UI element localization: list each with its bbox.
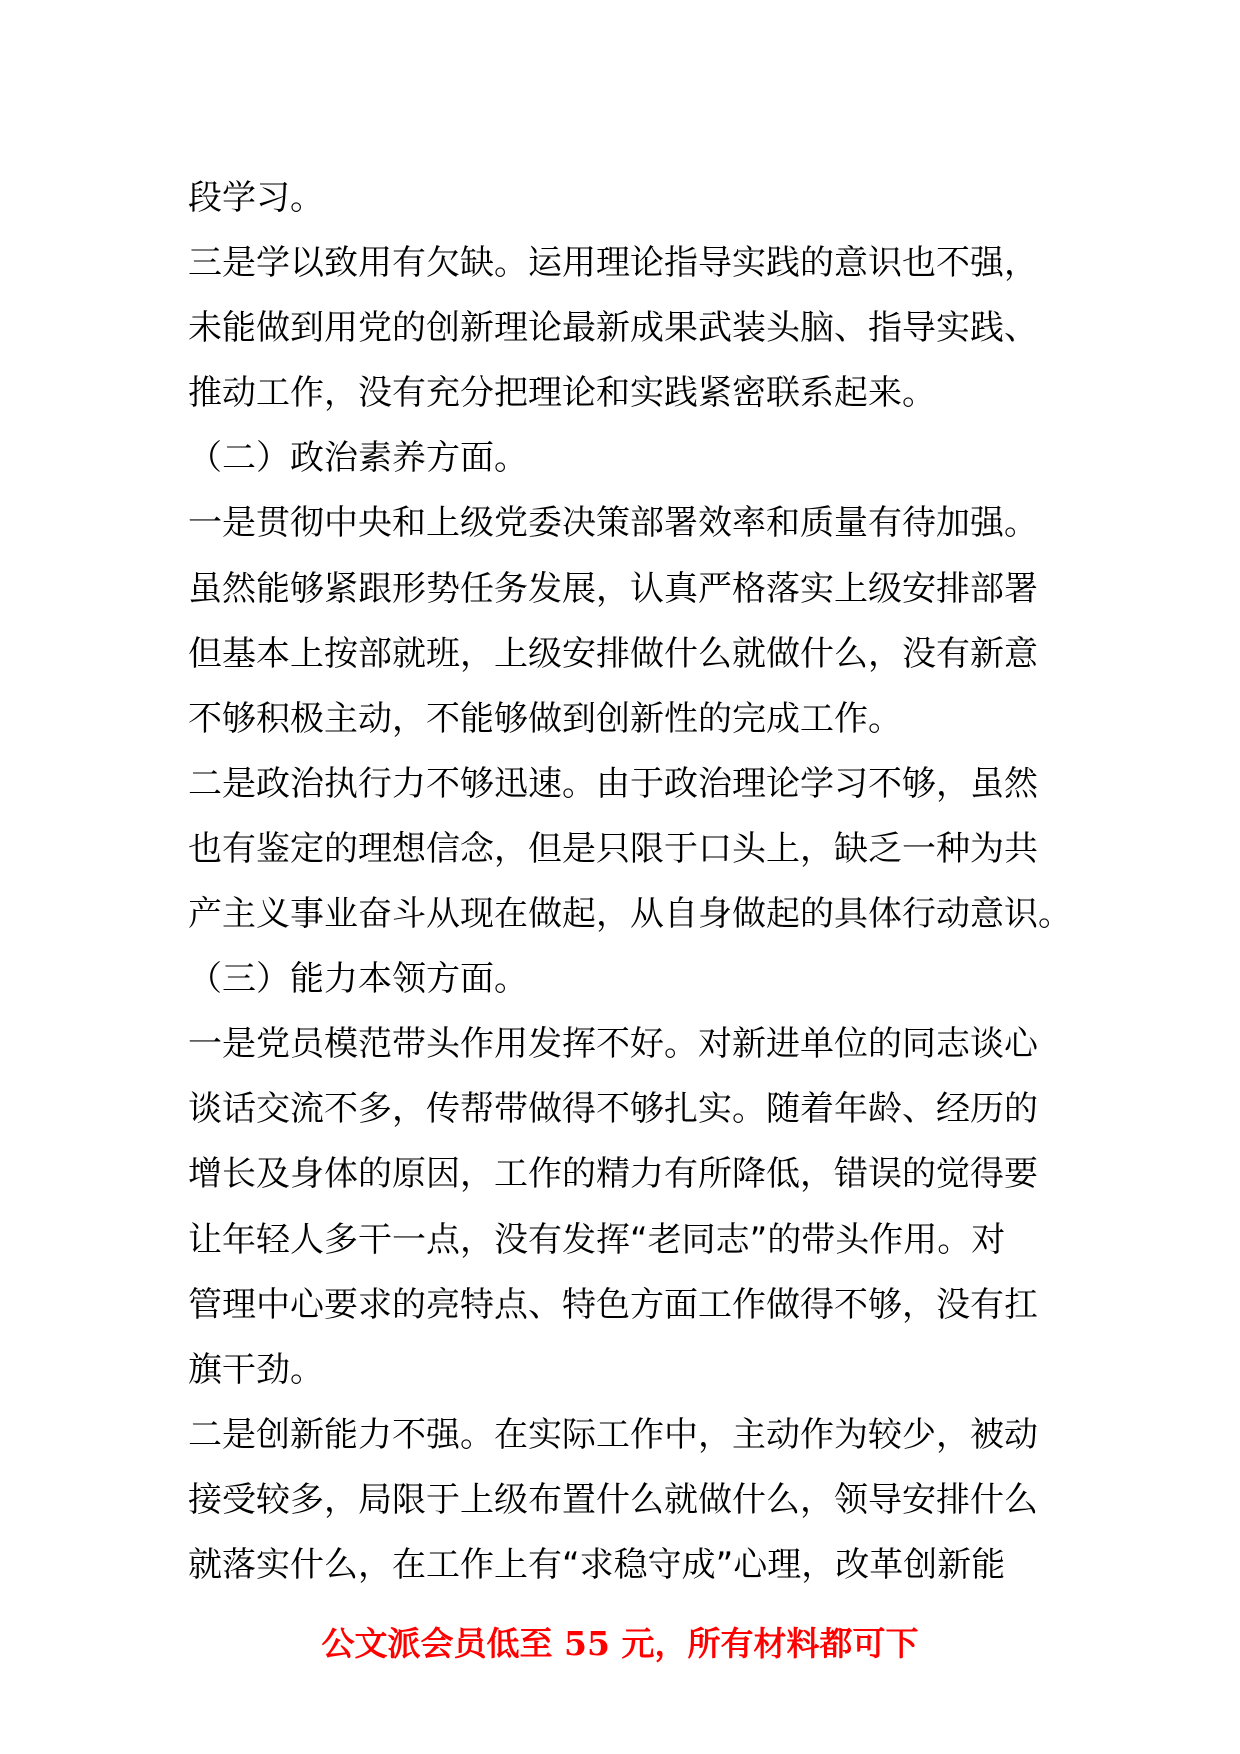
text-line: 不够积极主动，不能够做到创新性的完成工作。 (188, 698, 902, 739)
text-line: 但基本上按部就班，上级安排做什么就做什么，没有新意 (188, 633, 1038, 674)
text-line: 接受较多，局限于上级布置什么就做什么，领导安排什么 (188, 1479, 1038, 1520)
text-line: 让年轻人多干一点，没有发挥“老同志”的带头作用。对 (188, 1219, 1006, 1260)
text-line: 管理中心要求的亮特点、特色方面工作做得不够，没有扛 (188, 1284, 1038, 1325)
section-heading: （二）政治素养方面。 (188, 438, 528, 479)
text-line: 谈话交流不多，传帮带做得不够扎实。随着年龄、经历的 (188, 1089, 1038, 1130)
text-line: 增长及身体的原因，工作的精力有所降低，错误的觉得要 (188, 1154, 1038, 1195)
text-line: 旗干劲。 (188, 1349, 324, 1390)
text-line: 段学习。 (188, 178, 324, 218)
text-line: 未能做到用党的创新理论最新成果武装头脑、指导实践、 (188, 308, 1038, 349)
document-body (188, 166, 1072, 1598)
text-line: 推动工作，没有充分把理论和实践紧密联系起来。 (188, 373, 936, 414)
text-line: 就落实什么，在工作上有“求稳守成”心理，改革创新能 (188, 1544, 1006, 1585)
text-line: 产主义事业奋斗从现在做起，从自身做起的具体行动意识。 (188, 894, 1072, 935)
text-line: 一是贯彻中央和上级党委决策部署效率和质量有待加强。 (188, 503, 1038, 544)
text-line: 三是学以致用有欠缺。运用理论指导实践的意识也不强， (188, 243, 1038, 284)
text-line: 二是政治执行力不够迅速。由于政治理论学习不够，虽然 (188, 763, 1038, 804)
text-line: 虽然能够紧跟形势任务发展，认真严格落实上级安排部署 (188, 568, 1038, 609)
promo-footer: 公文派会员低至 55 元，所有材料都可下 (321, 1624, 919, 1663)
section-heading: （三）能力本领方面。 (188, 959, 528, 1000)
text-line: 二是创新能力不强。在实际工作中，主动作为较少，被动 (188, 1414, 1038, 1455)
text-line: 一是党员模范带头作用发挥不好。对新进单位的同志谈心 (188, 1024, 1038, 1065)
text-line: 也有鉴定的理想信念，但是只限于口头上，缺乏一种为共 (188, 828, 1038, 869)
